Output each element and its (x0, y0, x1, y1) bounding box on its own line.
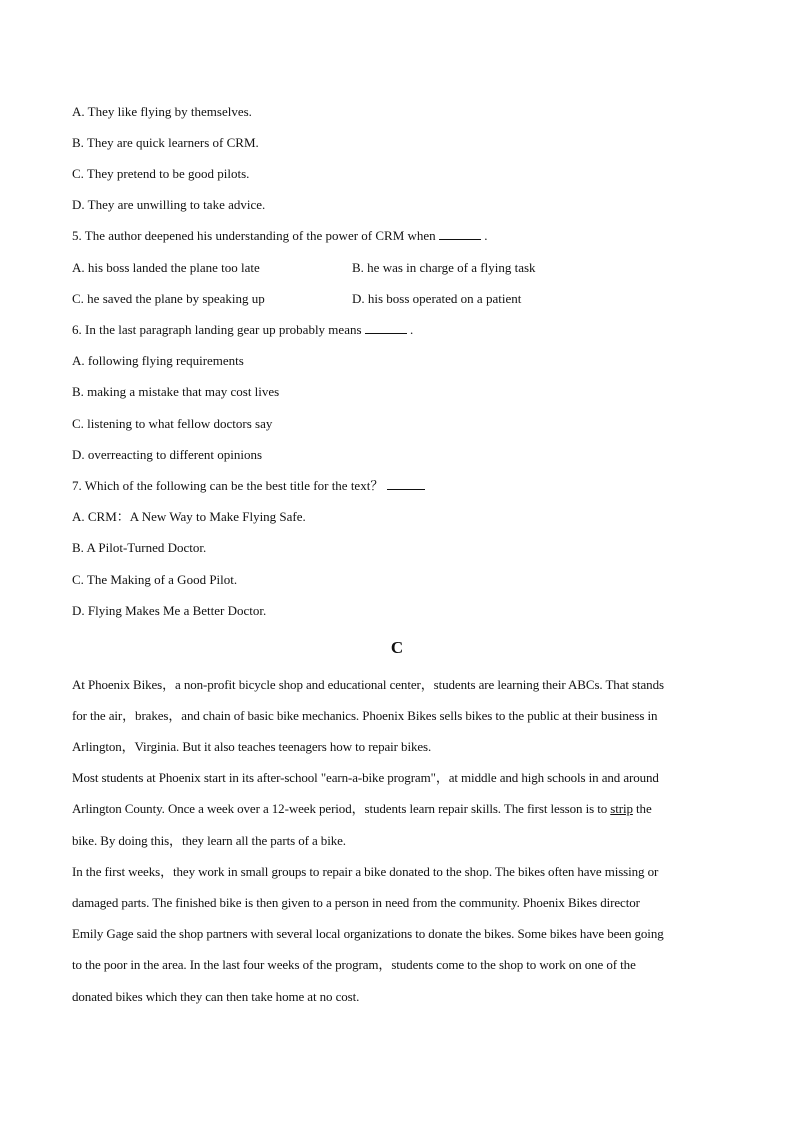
q5-option-a: A. his boss landed the plane too late (72, 260, 260, 275)
q7-question (72, 478, 425, 494)
q7-option-d: D. Flying Makes Me a Better Doctor. (72, 603, 267, 618)
q4-option-b: B. They are quick learners of CRM. (72, 135, 259, 150)
q7-answer-blank (387, 478, 425, 490)
underlined-word: strip (610, 801, 633, 816)
q6-question (72, 322, 413, 338)
q6-stem-end: . (406, 322, 414, 337)
passage-line-text: Arlington County. Once a week over a 12-week period，students learn repair skills. The first lesson is to (72, 801, 611, 816)
q5-option-b: B. he was in charge of a flying task (352, 260, 536, 275)
q7-option-b: B. A Pilot-Turned Doctor. (72, 540, 207, 555)
q4-option-a: A. They like flying by themselves. (72, 104, 252, 119)
passage-line: for the air，brakes，and chain of basic bike mechanics. Phoenix Bikes sells bikes to the public at their business in (72, 708, 658, 723)
q6-answer-blank (365, 322, 407, 334)
q5-stem: 5. The author deepened his understanding of the power of CRM when (72, 228, 436, 243)
q4-option-d: D. They are unwilling to take advice. (72, 197, 266, 212)
passage-line: damaged parts. The finished bike is then given to a person in need from the community. Phoenix Bikes director (72, 895, 640, 910)
q7-option-c: C. The Making of a Good Pilot. (72, 572, 238, 587)
q7-option-a: A. CRM：A New Way to Make Flying Safe. (72, 509, 306, 524)
section-heading: C (390, 638, 404, 657)
passage-line: Most students at Phoenix start in its after-school "earn-a-bike program"，at middle and high schools in and around (72, 770, 659, 785)
passage-line: In the first weeks，they work in small groups to repair a bike donated to the shop. The bikes often have missing or (72, 864, 659, 879)
passage-line: to the poor in the area. In the last four weeks of the program，students come to the shop to work on one of the (72, 957, 636, 972)
passage-line: donated bikes which they can then take home at no cost. (72, 989, 360, 1004)
q5-option-d: D. his boss operated on a patient (352, 291, 522, 306)
q5-question (72, 228, 487, 244)
passage-line: Emily Gage said the shop partners with several local organizations to donate the bikes. Some bikes have been going (72, 926, 664, 941)
q5-answer-blank (439, 228, 481, 240)
passage-line: At Phoenix Bikes，a non-profit bicycle shop and educational center，students are learning their ABCs. That stands (72, 677, 664, 692)
q6-stem: 6. In the last paragraph landing gear up probably means (72, 322, 362, 337)
q6-option-b: B. making a mistake that may cost lives (72, 384, 280, 399)
q6-option-d: D. overreacting to different opinions (72, 447, 263, 462)
q6-option-a: A. following flying requirements (72, 353, 244, 368)
q6-option-c: C. listening to what fellow doctors say (72, 416, 273, 431)
q7-stem: 7. Which of the following can be the best title for the text？ (72, 478, 384, 493)
passage-line (72, 801, 652, 817)
passage-line: bike. By doing this，they learn all the parts of a bike. (72, 833, 346, 848)
passage-line-end: the (632, 801, 652, 816)
q5-option-c: C. he saved the plane by speaking up (72, 291, 265, 306)
q4-option-c: C. They pretend to be good pilots. (72, 166, 250, 181)
q5-stem-end: . (480, 228, 488, 243)
passage-line: Arlington，Virginia. But it also teaches teenagers how to repair bikes. (72, 739, 432, 754)
